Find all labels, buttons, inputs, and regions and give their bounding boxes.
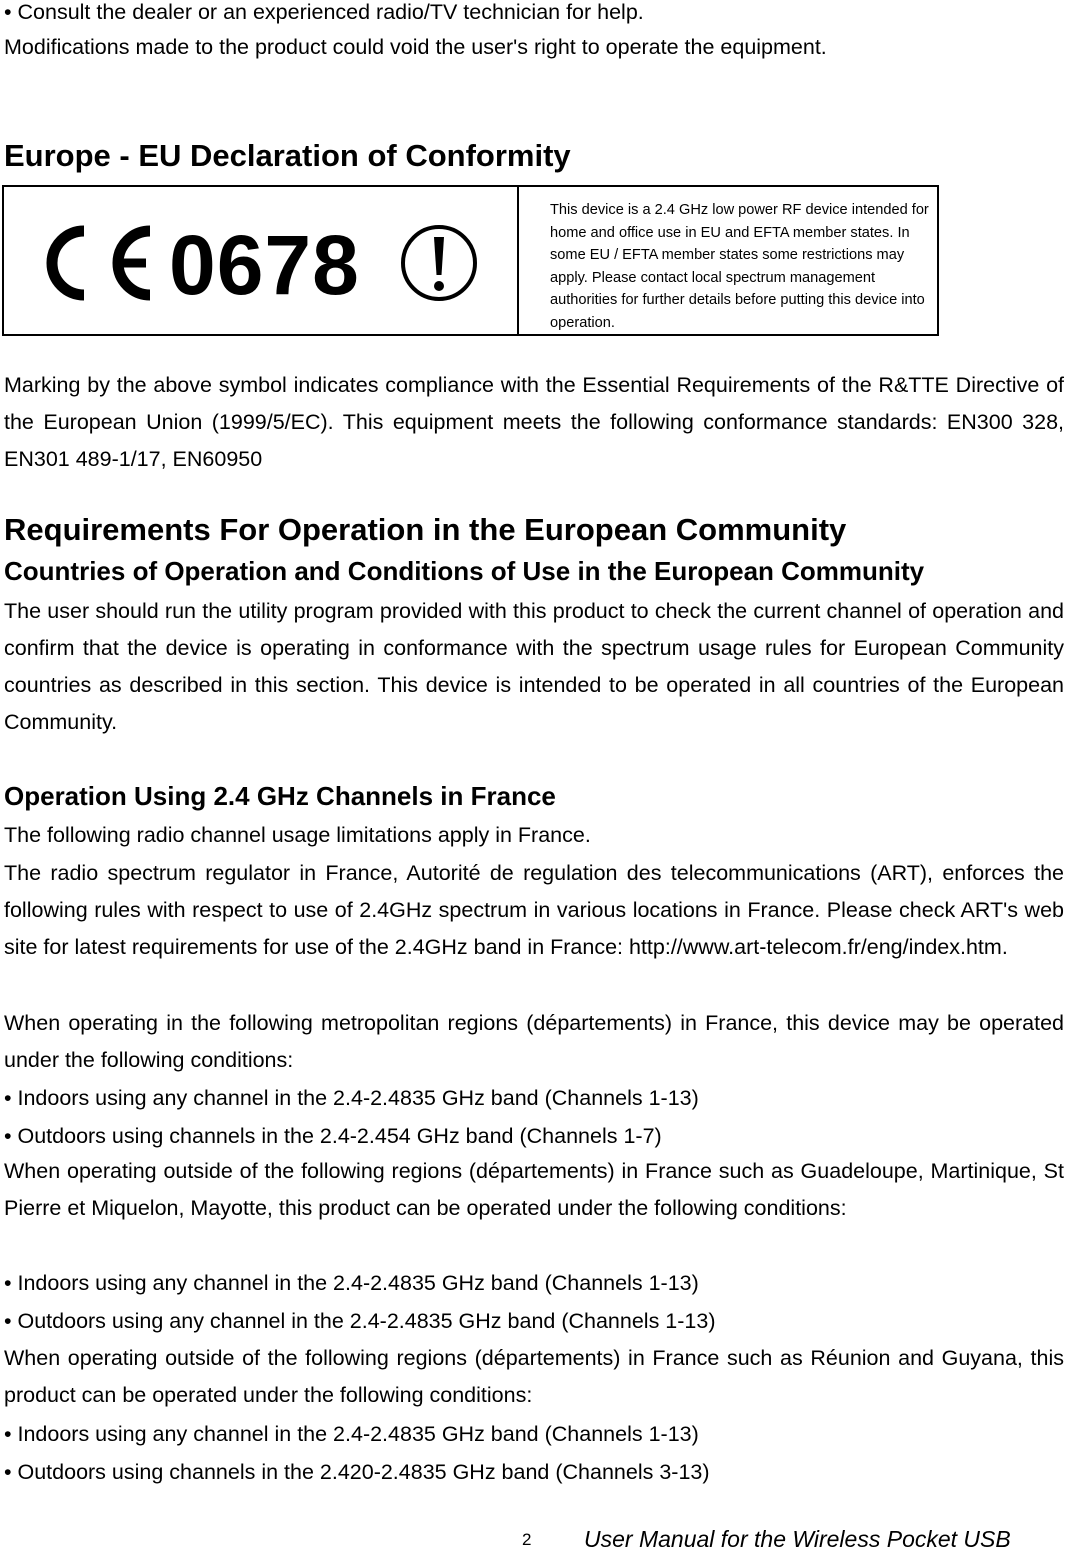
france-limitations-line: The following radio channel usage limitations apply in France. [4,823,591,847]
ce-marking-cell [4,187,519,334]
notified-body-number: 0678 [169,218,360,312]
intro-modifications-text: Modifications made to the product could void the user's right to operate the equipment. [4,35,827,59]
intro-bullet: • Consult the dealer or an experienced radio/TV technician for help. [4,0,644,24]
countries-subheading: Countries of Operation and Conditions of Use in the European Community [4,556,925,586]
france-outside-paragraph-2: When operating outside of the following regions (départements) in France such as Réunion and Guyana, this product can be operated under the following conditions: [4,1346,1064,1407]
france-metro-paragraph: When operating in the following metropolitan regions (départements) in France, this device may be operated under the following conditions: [4,1011,1064,1072]
list-item: • Outdoors using channels in the 2.4-2.454 GHz band (Channels 1-7) [4,1124,662,1148]
list-item: • Outdoors using any channel in the 2.4-2.4835 GHz band (Channels 1-13) [4,1309,716,1333]
alert-class2-icon [389,223,493,305]
france-outside-paragraph-1: When operating outside of the following regions (départements) in France such as Guadeloupe, Martinique, St Pierre et Miquelon, Mayotte, this product can be operated under the following conditions: [4,1159,1064,1220]
france-art-paragraph: The radio spectrum regulator in France, Autorité de regulation des telecommunications (ART), enforces the following rules with respect to use of 2.4GHz spectrum in various locations in France. Please check ART's web site for latest requirements for use of the 2.4GHz band in France: http://www.art-telecom.fr/eng/index.htm. [4,861,1064,959]
marking-paragraph: Marking by the above symbol indicates compliance with the Essential Requirements of the R&TTE Directive of the European Union (1999/5/EC). This equipment meets the following conformance standards: EN300 328, EN301 489-1/17, EN60950 [4,373,1064,471]
requirements-heading: Requirements For Operation in the European Community [4,512,847,547]
list-item: • Indoors using any channel in the 2.4-2.4835 GHz band (Channels 1-13) [4,1271,699,1295]
footer-manual-title: User Manual for the Wireless Pocket USB [584,1526,1011,1552]
ce-marking-table [2,185,939,336]
list-item: • Outdoors using channels in the 2.420-2.4835 GHz band (Channels 3-13) [4,1460,710,1484]
ce-mark-icon [26,225,156,301]
france-heading: Operation Using 2.4 GHz Channels in France [4,781,556,811]
list-item: • Indoors using any channel in the 2.4-2.4835 GHz band (Channels 1-13) [4,1422,699,1446]
requirements-paragraph: The user should run the utility program provided with this product to check the current channel of operation and confirm that the device is operating in conformance with the spectrum usage rules for European Community countries as described in this section. This device is intended to be operated in all countries of the European Community. [4,599,1064,734]
ce-notice-cell [519,187,937,334]
ce-notice-text: This device is a 2.4 GHz low power RF device intended for home and office use in EU and EFTA member states. In some EU / EFTA member states some restrictions may apply. Please contact local spectrum management authorities for further details before putting this device into operation. [550,202,929,331]
page-number: 2 [522,1530,532,1549]
list-item: • Indoors using any channel in the 2.4-2.4835 GHz band (Channels 1-13) [4,1086,699,1110]
eu-declaration-heading: Europe - EU Declaration of Conformity [4,138,571,173]
